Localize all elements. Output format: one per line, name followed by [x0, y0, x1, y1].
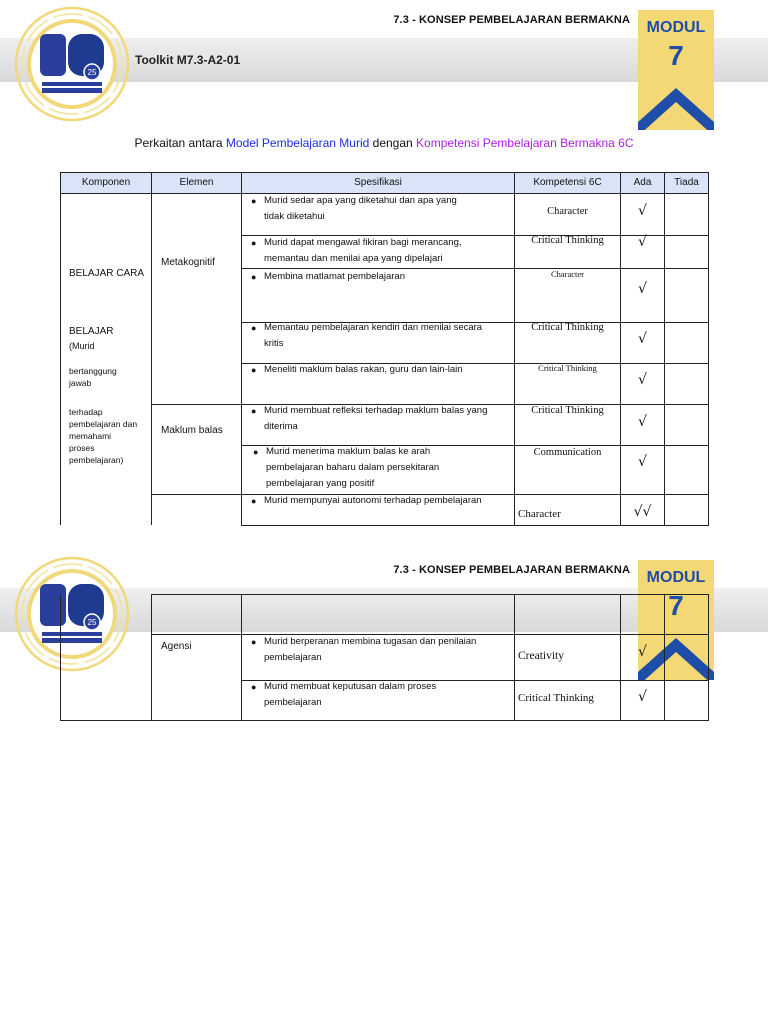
elemen-cell: [151, 494, 242, 525]
komponen-line: proses: [69, 443, 95, 453]
svg-text:25: 25: [87, 68, 97, 77]
ada-cell: [620, 445, 665, 495]
spec-text: ● Murid membuat refleksi terhadap maklum balas yang diterima: [251, 405, 488, 432]
modul-number: 7: [668, 590, 684, 621]
svg-text:25: 25: [87, 618, 97, 627]
modul-label: MODUL: [646, 19, 706, 36]
modul-badge: [638, 10, 714, 130]
kompetensi-value: Character: [550, 269, 585, 279]
spec-text: ● Memantau pembelajaran kendiri dan menilai secara kritis: [251, 322, 483, 349]
komponen-cell: [60, 594, 152, 721]
kompetensi-value: Character: [547, 206, 588, 217]
ada-check: √: [638, 234, 647, 250]
heading-model: Model Pembelajaran Murid: [225, 136, 370, 150]
col-header-kompetensi: Kompetensi 6C: [514, 172, 621, 194]
header-title: 7.3 - KONSEP PEMBELAJARAN BERMAKNA: [393, 564, 630, 576]
tiada-cell: [664, 363, 709, 405]
ada-check: √: [638, 414, 647, 430]
tiada-cell: [664, 235, 709, 269]
elemen-cell: [151, 404, 242, 495]
ada-check: √: [638, 372, 647, 388]
kompetensi-value: Creativity: [518, 650, 564, 662]
heading-part: Perkaitan antara: [134, 136, 226, 150]
tiada-cell: [664, 322, 709, 364]
kompetensi-value: Critical Thinking: [531, 322, 604, 333]
kompetensi-value: Critical Thinking: [518, 692, 594, 704]
elemen-metakognitif: Metakognitif: [161, 257, 215, 268]
tiada-cell: [664, 594, 709, 635]
tiada-cell: [664, 494, 709, 526]
col-header-ada: Ada: [620, 172, 665, 194]
ada-check: √: [638, 644, 647, 660]
kompetensi-value: Communication: [533, 447, 602, 458]
heading-part: dengan: [369, 136, 417, 150]
elemen-agensi: Agensi: [161, 641, 192, 652]
komponen-cell: [60, 193, 152, 525]
tiada-cell: [664, 193, 709, 236]
kompetensi-value: Critical Thinking: [538, 363, 597, 373]
ada-check: √: [638, 281, 647, 297]
modul-label: MODUL: [646, 569, 706, 586]
ada-cell: [620, 594, 665, 635]
komponen-line: pembelajaran): [69, 455, 124, 465]
komponen-line: pembelajaran dan: [69, 419, 138, 429]
spec-text: ● Murid dapat mengawal fikiran bagi merancang, memantau dan menilai apa yang dipelajari: [251, 237, 462, 264]
heading-kompetensi: Kompetensi Pembelajaran Bermakna 6C: [416, 136, 634, 150]
kompetensi-value: Critical Thinking: [531, 405, 604, 416]
spec-text: ● Murid berperanan membina tugasan dan penilaian pembelajaran: [251, 636, 477, 663]
spec-text: ● Murid menerima maklum balas ke arah pembelajaran baharu dalam persekitaran pembelajaran yang positif: [253, 446, 440, 489]
komponen-line: (Murid: [69, 341, 95, 351]
elemen-cell: [151, 594, 242, 635]
logo-emblem: [12, 4, 132, 124]
elemen-cell: [151, 193, 242, 405]
spec-text: ● Meneliti maklum balas rakan, guru dan lain-lain: [251, 364, 463, 375]
ada-check: √: [638, 689, 647, 705]
ada-check: √: [638, 203, 647, 219]
col-header-spesifikasi: Spesifikasi: [241, 172, 515, 194]
komponen-line: bertanggung: [69, 366, 117, 376]
komponen-line: BELAJAR CARA: [69, 268, 145, 279]
komponen-line: memahami: [69, 431, 112, 441]
tiada-cell: [664, 404, 709, 446]
col-header-elemen: Elemen: [151, 172, 242, 194]
elemen-maklum-balas: Maklum balas: [161, 425, 223, 436]
komponen-line: BELAJAR: [69, 326, 114, 337]
tiada-cell: [664, 634, 709, 681]
tiada-cell: [664, 268, 709, 323]
ada-check: √: [638, 454, 647, 470]
header-title: 7.3 - KONSEP PEMBELAJARAN BERMAKNA: [393, 14, 630, 26]
spec-text: ● Membina matlamat pembelajaran: [251, 271, 405, 282]
chevron-up-icon: [638, 80, 714, 130]
spec-text: ● Murid membuat keputusan dalam proses pembelajaran: [251, 681, 437, 708]
toolkit-code: Toolkit M7.3-A2-01: [135, 53, 241, 67]
page-heading: [0, 136, 768, 150]
ada-check: √√: [633, 504, 652, 520]
komponen-line: terhadap: [69, 407, 103, 417]
tiada-cell: [664, 680, 709, 721]
spec-text: ● Murid mempunyai autonomi terhadap pembelajaran: [251, 495, 482, 506]
spec-cell: [241, 594, 515, 635]
kompetensi-value: Character: [518, 508, 561, 520]
spec-text: ● Murid sedar apa yang diketahui dan apa yang tidak diketahui: [251, 195, 457, 222]
col-header-tiada: Tiada: [664, 172, 709, 194]
komp-cell: [514, 594, 621, 635]
ada-check: √: [638, 331, 647, 347]
kompetensi-value: Critical Thinking: [531, 235, 604, 246]
tiada-cell: [664, 445, 709, 495]
komponen-line: jawab: [69, 378, 92, 388]
modul-number: 7: [668, 40, 684, 71]
col-header-komponen: Komponen: [60, 172, 152, 194]
page-header: [0, 0, 768, 130]
